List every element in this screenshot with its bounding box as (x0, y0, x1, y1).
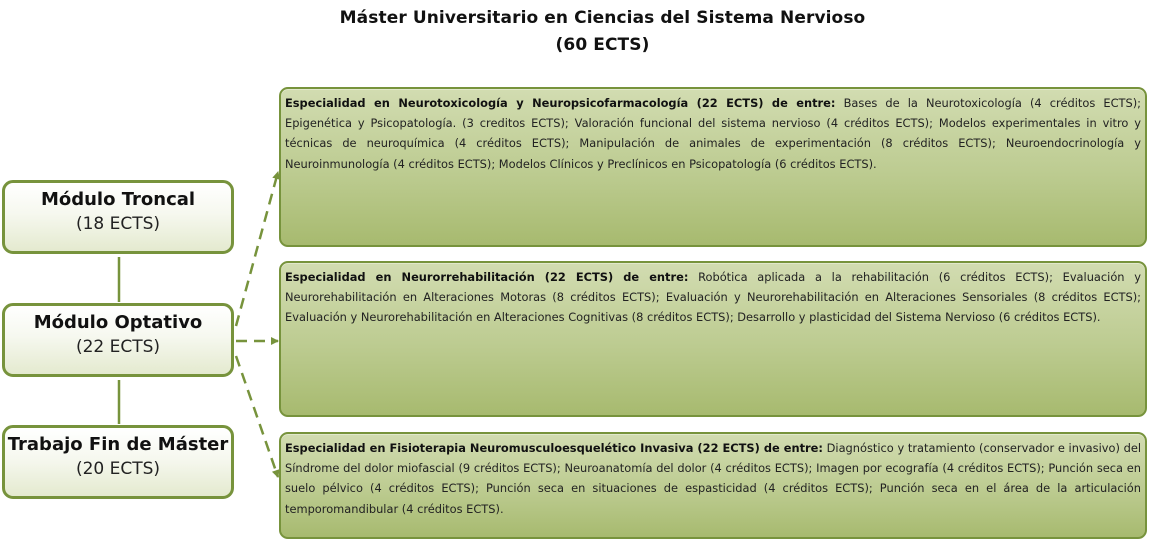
specialty-heading: Especialidad en Neurotoxicología y Neuropsicofarmacología (22 ECTS) de entre: (285, 96, 836, 110)
specialty-body: Bases de la Neurotoxicología (4 créditos ECTS); Epigenética y Psicopatología. (3 creditos ECTS); Valoración funcional del sistema nervioso (4 créditos ECTS); Modelos experimentales in vitro y técnicas de neuroquímica (4 créditos ECTS); Manipulación de animales de experimentación (8 créditos ECTS); Neuroendocrinología y Neuroinmunología (4 créditos ECTS); Modelos Clínicos y Preclínicos en Psicopatología (6 créditos ECTS). (285, 96, 1142, 171)
diagram-title: Máster Universitario en Ciencias del Sistema Nervioso (339, 8, 866, 28)
module-name: Módulo Troncal (40, 189, 196, 210)
specialty-fisioterapia (279, 432, 1147, 539)
arrow-to-neurotoxicologia (236, 172, 278, 326)
specialty-heading: Especialidad en Fisioterapia Neuromusculoesquelético Invasiva (22 ECTS) de entre: (285, 441, 823, 455)
diagram-subtitle: (60 ECTS) (555, 35, 650, 55)
specialty-neurotoxicologia (279, 87, 1147, 247)
module-trabajo-fin-de-master (2, 425, 234, 499)
module-credits: (22 ECTS) (75, 337, 161, 357)
module-optativo (2, 303, 234, 377)
specialty-body: Diagnóstico y tratamiento (conservador e invasivo) del Síndrome del dolor miofascial (9 créditos ECTS); Neuroanatomía del dolor (4 créditos ECTS); Imagen por ecografía (4 créditos ECTS); Punción seca en suelo pélvico (4 créditos ECTS); Punción seca en situaciones de espasticidad (4 créditos ECTS); Punción seca en el área de la articulación temporomandibular (4 créditos ECTS). (285, 441, 1141, 516)
specialty-body: Robótica aplicada a la rehabilitación (6 créditos ECTS); Evaluación y Neurorehabilitación en Alteraciones Motoras (8 créditos ECTS); Evaluación y Neurorehabilitación en Alteraciones Sensoriales (8 créditos ECTS); Evaluación y Neurorehabilitación en Alteraciones Cognitivas (8 créditos ECTS); Desarrollo y plasticidad del Sistema Nervioso (6 créditos ECTS). (285, 270, 1141, 325)
module-name: Módulo Optativo (33, 312, 203, 333)
arrow-to-fisioterapia (236, 356, 278, 477)
module-credits: (18 ECTS) (75, 214, 161, 234)
module-troncal (2, 180, 234, 254)
specialty-heading: Especialidad en Neurorrehabilitación (22 ECTS) de entre: (285, 270, 689, 284)
module-name: Trabajo Fin de Máster (7, 434, 229, 455)
module-credits: (20 ECTS) (75, 459, 161, 479)
specialty-neurorrehabilitacion (279, 261, 1147, 417)
